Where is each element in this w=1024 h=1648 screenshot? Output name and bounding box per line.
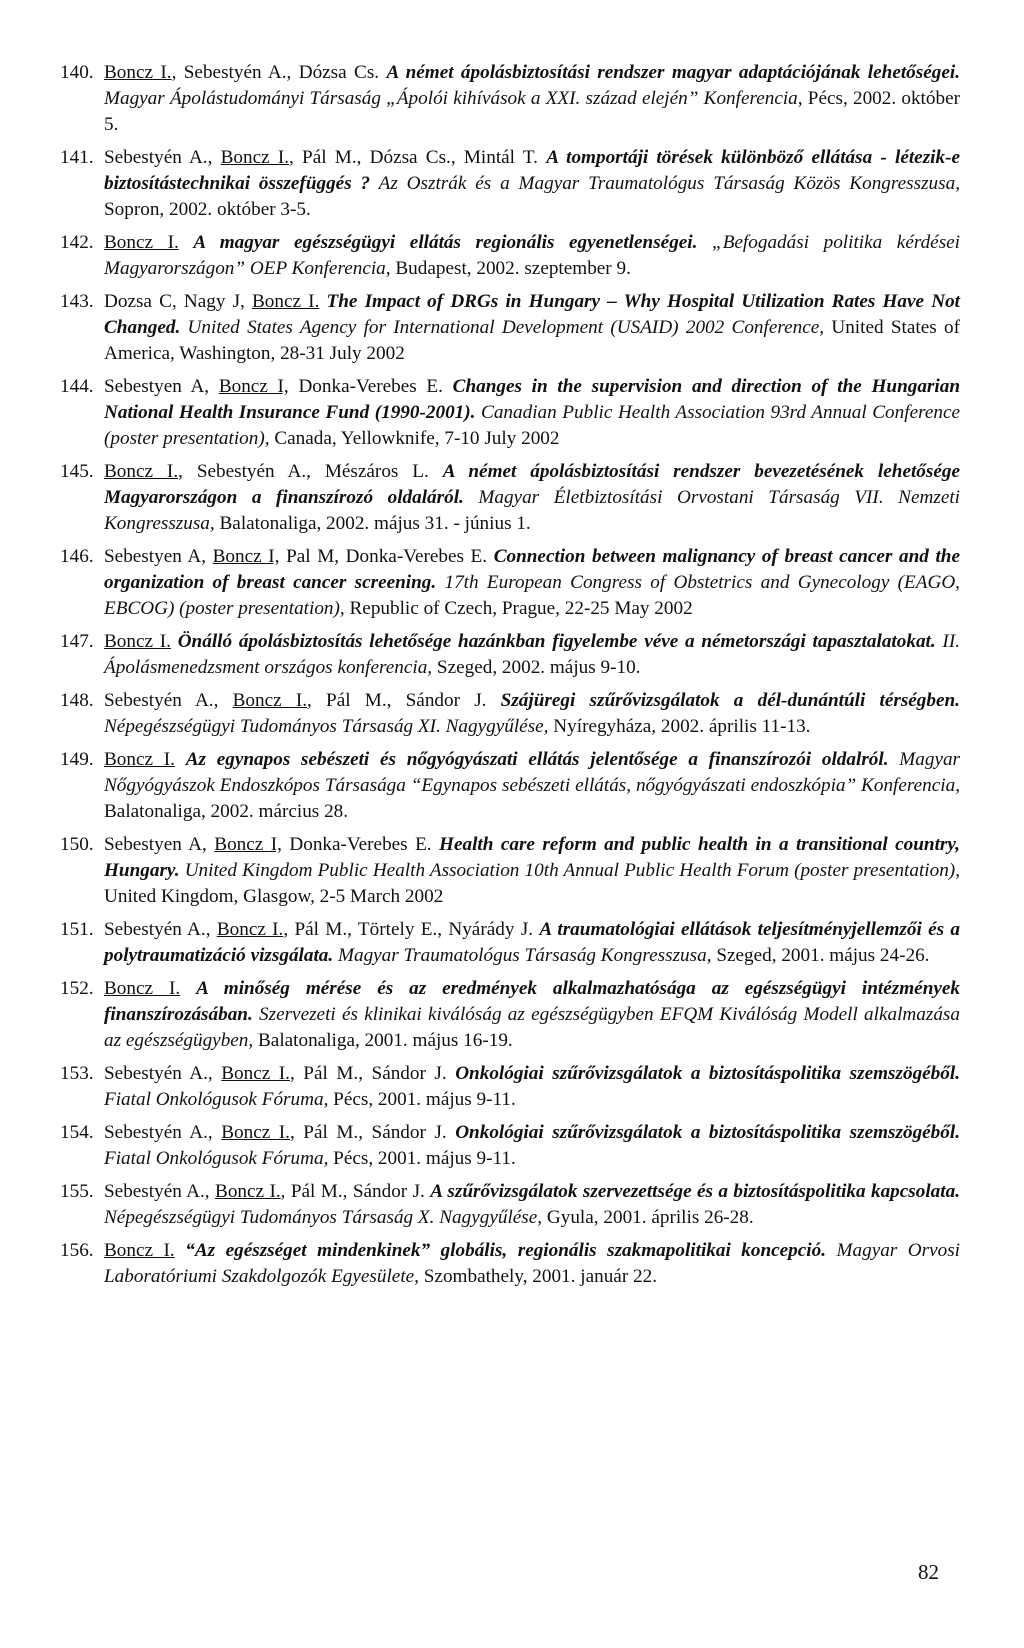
reference-author-highlight: Boncz I. <box>104 631 171 652</box>
reference-authors: Sebestyén A., <box>104 1122 222 1143</box>
reference-entry <box>60 60 960 138</box>
reference-place-date: Szeged, 2001. május 24-26. <box>711 945 930 966</box>
reference-author-highlight: Boncz I. <box>104 1240 175 1261</box>
reference-entry <box>60 544 960 622</box>
reference-author-highlight: Boncz I. <box>104 978 181 999</box>
reference-title: A német ápolásbiztosítási rendszer magyar adaptációjának lehetőségei. <box>386 62 960 83</box>
reference-entry <box>60 1061 960 1113</box>
reference-number: 151. <box>60 919 94 940</box>
reference-list <box>60 60 961 1297</box>
reference-title: A traumatológiai ellátások teljesítményjellemzői és a polytraumatizáció vizsgálata. <box>104 919 960 966</box>
reference-number: 154. <box>60 1122 94 1143</box>
reference-venue: Szervezeti és klinikai kiválóság az egészségügyben EFQM Kiválóság Modell alkalmazása az egészségügyben, <box>104 1004 960 1051</box>
reference-authors: Donka-Verebes E. <box>281 834 440 855</box>
reference-number: 144. <box>60 376 94 397</box>
reference-number: 148. <box>60 690 94 711</box>
reference-entry <box>60 459 960 537</box>
reference-entry <box>60 374 960 452</box>
reference-author-highlight: Boncz I. <box>215 1181 281 1202</box>
reference-venue: Magyar Traumatológus Társaság Kongresszusa, <box>333 945 712 966</box>
reference-venue: „Befogadási politika kérdései Magyarországon” OEP Konferencia, <box>104 232 961 279</box>
reference-entry <box>60 747 961 825</box>
reference-number: 142. <box>60 232 94 253</box>
reference-number: 149. <box>60 749 94 770</box>
reference-place-date: Nyíregyháza, 2002. április 11-13. <box>548 716 811 737</box>
reference-number: 155. <box>60 1181 94 1202</box>
reference-authors: , Pál M., Dózsa Cs., Mintál T. <box>289 147 547 168</box>
reference-author-highlight: Boncz I. <box>104 232 179 253</box>
reference-venue: Az Osztrák és a Magyar Traumatológus Társaság Közös Kongresszusa, <box>370 173 961 194</box>
reference-venue: United States Agency for International Development (USAID) 2002 Conference, <box>180 317 825 338</box>
reference-title: Changes in the supervision and direction of the Hungarian National Health Insurance Fund (1990-2001). <box>104 376 960 423</box>
reference-place-date: Budapest, 2002. szeptember 9. <box>390 258 631 279</box>
reference-entry <box>60 145 961 223</box>
reference-venue: Fiatal Onkológusok Fóruma, <box>104 1148 329 1169</box>
reference-venue: Canadian Public Health Association 93rd Annual Conference (poster presentation), <box>104 402 960 449</box>
reference-entry <box>60 289 960 367</box>
reference-number: 152. <box>60 978 94 999</box>
reference-entry <box>60 1120 960 1172</box>
reference-venue: Népegészségügyi Tudományos Társaság X. Nagygyűlése, <box>104 1207 543 1228</box>
reference-title: A magyar egészségügyi ellátás regionális egyenetlenségei. <box>193 232 698 253</box>
reference-authors: Pal M, Donka-Verebes E. <box>279 546 494 567</box>
reference-place-date: United States of America, Washington, 28-31 July 2002 <box>104 317 960 364</box>
reference-place-date: Balatonaliga, 2002. március 28. <box>104 801 349 822</box>
reference-place-date: Pécs, 2001. május 9-11. <box>328 1148 516 1169</box>
reference-author-highlight: Boncz I, <box>214 834 282 855</box>
reference-title: A német ápolásbiztosítási rendszer bevezetésének lehetősége Magyarországon a finanszírozó oldaláról. <box>104 461 960 508</box>
reference-place-date: Szeged, 2002. május 9-10. <box>432 657 641 678</box>
reference-title: “Az egészséget mindenkinek” globális, regionális szakmapolitikai koncepció. <box>185 1240 827 1261</box>
reference-authors: Sebestyén A., <box>104 147 221 168</box>
reference-title: Onkológiai szűrővizsgálatok a biztosításpolitika szemszögéből. <box>455 1063 960 1084</box>
reference-entry <box>60 832 960 910</box>
reference-author-highlight: Boncz I, <box>218 376 289 397</box>
reference-entry <box>60 230 961 282</box>
reference-authors: Sebestyén A., <box>104 919 217 940</box>
reference-title: A tomportáji törések különböző ellátása - létezik-e biztosítástechnikai összefüggés ? <box>104 147 960 194</box>
reference-number: 147. <box>60 631 94 652</box>
reference-authors: Sebestyen A, <box>104 376 219 397</box>
reference-author-highlight: Boncz I. <box>232 690 308 711</box>
reference-entry <box>60 976 960 1054</box>
reference-place-date: Sopron, 2002. október 3-5. <box>104 199 311 220</box>
reference-venue: Magyar Nőgyógyászok Endoszkópos Társasága “Egynapos sebészeti ellátás, nőgyógyászati endoszkópia” Konferencia, <box>104 749 961 796</box>
reference-authors: Sebestyén A., <box>104 1181 216 1202</box>
reference-venue: Magyar Orvosi Laboratóriumi Szakdolgozók Egyesülete, <box>104 1240 960 1287</box>
reference-venue: United Kingdom Public Health Association 10th Annual Public Health Forum (poster presentation), <box>179 860 960 881</box>
reference-number: 143. <box>60 291 94 312</box>
reference-title: A szűrővizsgálatok szervezettsége és a biztosításpolitika kapcsolata. <box>430 1181 960 1202</box>
reference-place-date: Pécs, 2001. május 9-11. <box>328 1089 516 1110</box>
reference-number: 145. <box>60 461 94 482</box>
reference-entry <box>60 1238 960 1290</box>
reference-number: 141. <box>60 147 94 168</box>
reference-venue: 17th European Congress of Obstetrics and Gynecology (EAGO, EBCOG) (poster presentation), <box>104 572 960 619</box>
reference-author-highlight: Boncz I, <box>212 546 280 567</box>
reference-authors: Donka-Verebes E. <box>288 376 453 397</box>
reference-place-date: Republic of Czech, Prague, 22-25 May 2002 <box>344 598 693 619</box>
reference-title: Onkológiai szűrővizsgálatok a biztosításpolitika szemszögéből. <box>455 1122 960 1143</box>
reference-venue: Magyar Ápolástudományi Társaság „Ápolói kihívások a XXI. század elején” Konferencia, <box>104 88 803 109</box>
reference-title: The Impact of DRGs in Hungary – Why Hospital Utilization Rates Have Not Changed. <box>104 291 960 338</box>
reference-authors: Sebestyén A., <box>104 690 233 711</box>
reference-place-date: Balatonaliga, 2001. május 16-19. <box>253 1030 513 1051</box>
reference-author-highlight: Boncz I. <box>221 1122 290 1143</box>
reference-venue: II. Ápolásmenedzsment országos konferencia, <box>104 631 961 678</box>
reference-author-highlight: Boncz I. <box>104 62 172 83</box>
reference-authors: , Pál M., Törtely E., Nyárády J. <box>283 919 540 940</box>
reference-place-date: Gyula, 2001. április 26-28. <box>542 1207 754 1228</box>
reference-author-highlight: Boncz I. <box>220 147 290 168</box>
reference-number: 156. <box>60 1240 94 1261</box>
reference-author-highlight: Boncz I. <box>252 291 320 312</box>
page-number: 82 <box>918 1560 939 1584</box>
reference-author-highlight: Boncz I. <box>221 1063 290 1084</box>
reference-venue: Fiatal Onkológusok Fóruma, <box>104 1089 329 1110</box>
reference-number: 140. <box>60 62 94 83</box>
reference-place-date: Szombathely, 2001. január 22. <box>418 1266 657 1287</box>
reference-authors <box>171 631 178 652</box>
reference-title: Szájüregi szűrővizsgálatok a dél-dunántúli térségben. <box>500 690 960 711</box>
reference-title: Az egynapos sebészeti és nőgyógyászati ellátás jelentősége a finanszírozói oldalról. <box>185 749 889 770</box>
reference-place-date: Pécs, 2002. október 5. <box>104 88 960 135</box>
reference-authors: , Sebestyén A., Dózsa Cs. <box>171 62 387 83</box>
reference-author-highlight: Boncz I. <box>216 919 284 940</box>
reference-entry <box>60 917 960 969</box>
reference-authors <box>175 1240 186 1261</box>
reference-number: 150. <box>60 834 94 855</box>
reference-entry <box>60 629 961 681</box>
reference-authors: , Pál M., Sándor J. <box>307 690 501 711</box>
reference-authors <box>175 749 186 770</box>
reference-authors: , Sebestyén A., Mészáros L. <box>178 461 443 482</box>
reference-authors <box>179 232 194 253</box>
reference-entry <box>60 688 960 740</box>
reference-authors: Sebestyen A, <box>104 834 215 855</box>
reference-venue: Népegészségügyi Tudományos Társaság XI. Nagygyűlése, <box>104 716 549 737</box>
reference-place-date: Balatonaliga, 2002. május 31. - június 1. <box>214 513 531 534</box>
reference-place-date: Canada, Yellowknife, 7-10 July 2002 <box>269 428 560 449</box>
reference-venue: Magyar Életbiztosítási Orvostani Társaság VII. Nemzeti Kongresszusa, <box>104 487 960 534</box>
reference-authors <box>319 291 326 312</box>
reference-number: 146. <box>60 546 94 567</box>
reference-place-date: United Kingdom, Glasgow, 2-5 March 2002 <box>104 886 444 907</box>
reference-title: Önálló ápolásbiztosítás lehetősége hazánkban figyelembe véve a németországi tapasztalatokat. <box>177 631 936 652</box>
reference-author-highlight: Boncz I. <box>104 461 179 482</box>
reference-authors: , Pál M., Sándor J. <box>280 1181 431 1202</box>
reference-author-highlight: Boncz I. <box>104 749 175 770</box>
reference-title: Connection between malignancy of breast cancer and the organization of breast cancer screening. <box>104 546 960 593</box>
reference-authors <box>180 978 196 999</box>
reference-authors: Sebestyén A., <box>104 1063 222 1084</box>
reference-entry <box>60 1179 960 1231</box>
reference-authors: Sebestyen A, <box>104 546 213 567</box>
reference-authors: , Pál M., Sándor J. <box>289 1122 456 1143</box>
reference-authors: , Pál M., Sándor J. <box>289 1063 456 1084</box>
reference-number: 153. <box>60 1063 94 1084</box>
reference-title: Health care reform and public health in a transitional country, Hungary. <box>104 834 960 881</box>
reference-authors: Dozsa C, Nagy J, <box>104 291 252 312</box>
reference-title: A minőség mérése és az eredmények alkalmazhatósága az egészségügyi intézmények finanszírozásában. <box>104 978 960 1025</box>
